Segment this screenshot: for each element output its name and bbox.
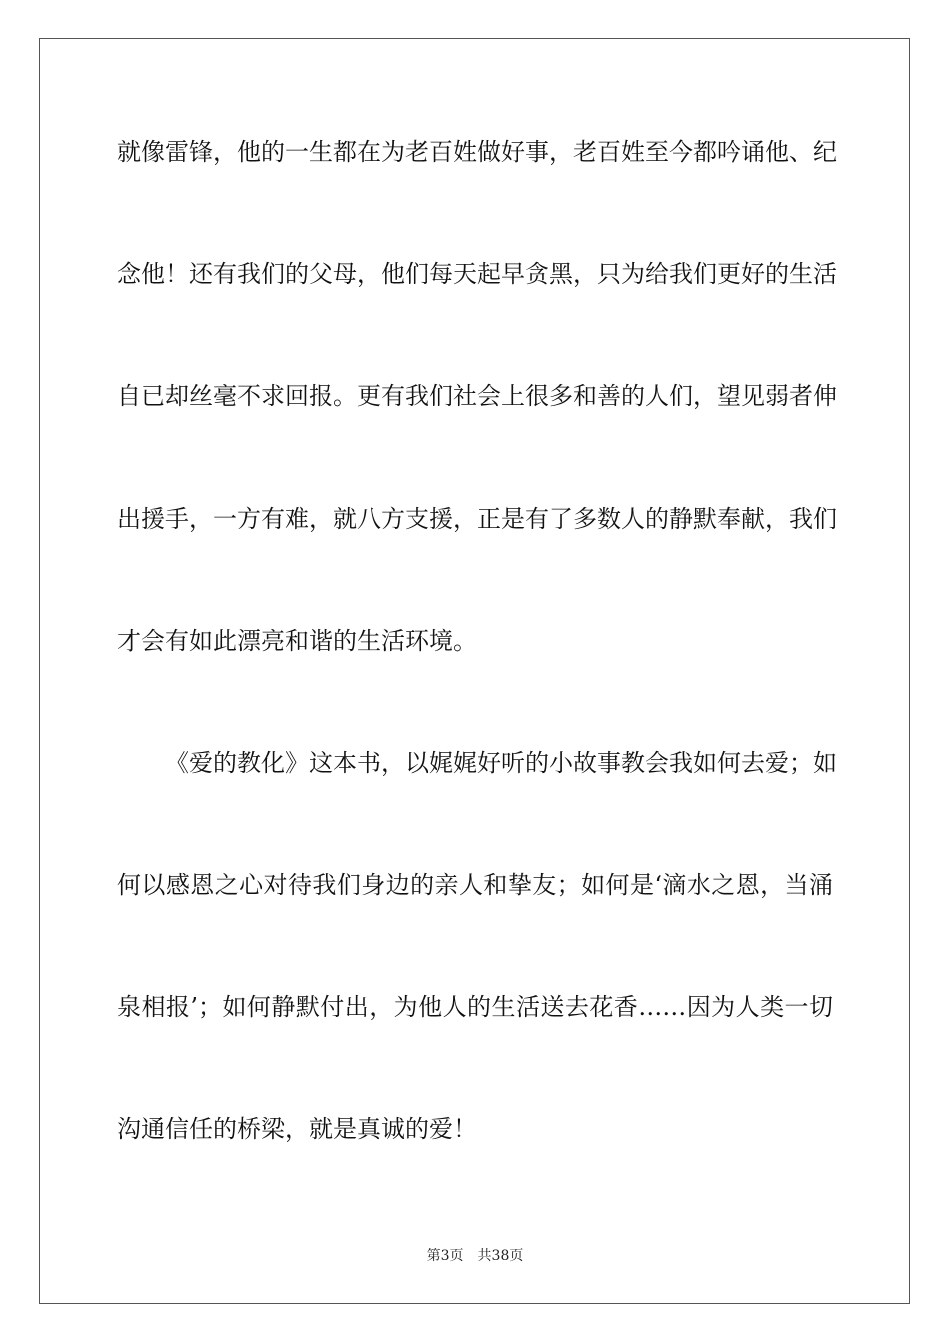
page-number-footer: 第3页 共38页: [426, 1248, 524, 1264]
paragraph-line-2: 念他！还有我们的父母，他们每天起早贪黑，只为给我们更好的生活: [117, 260, 837, 288]
paragraph2-line-2: 何以感恩之心对待我们身边的亲人和挚友；如何是‘滴水之恩，当涌: [117, 871, 833, 899]
paragraph-line-4: 出援手，一方有难，就八方支援，正是有了多数人的静默奉献，我们: [117, 505, 837, 533]
paragraph2-line-1: 《爱的教化》这本书，以娓娓好听的小故事教会我如何去爱；如: [165, 749, 837, 777]
paragraph-line-1: 就像雷锋，他的一生都在为老百姓做好事，老百姓至今都吟诵他、纪: [117, 138, 837, 166]
paragraph2-line-3: 泉相报’；如何静默付出，为他人的生活送去花香……因为人类一切: [117, 993, 833, 1021]
paragraph-line-3: 自已却丝毫不求回报。更有我们社会上很多和善的人们，望见弱者伸: [117, 382, 837, 410]
paragraph2-line-4: 沟通信任的桥梁，就是真诚的爱！: [117, 1115, 477, 1143]
paragraph-line-5: 才会有如此漂亮和谐的生活环境。: [117, 627, 477, 655]
